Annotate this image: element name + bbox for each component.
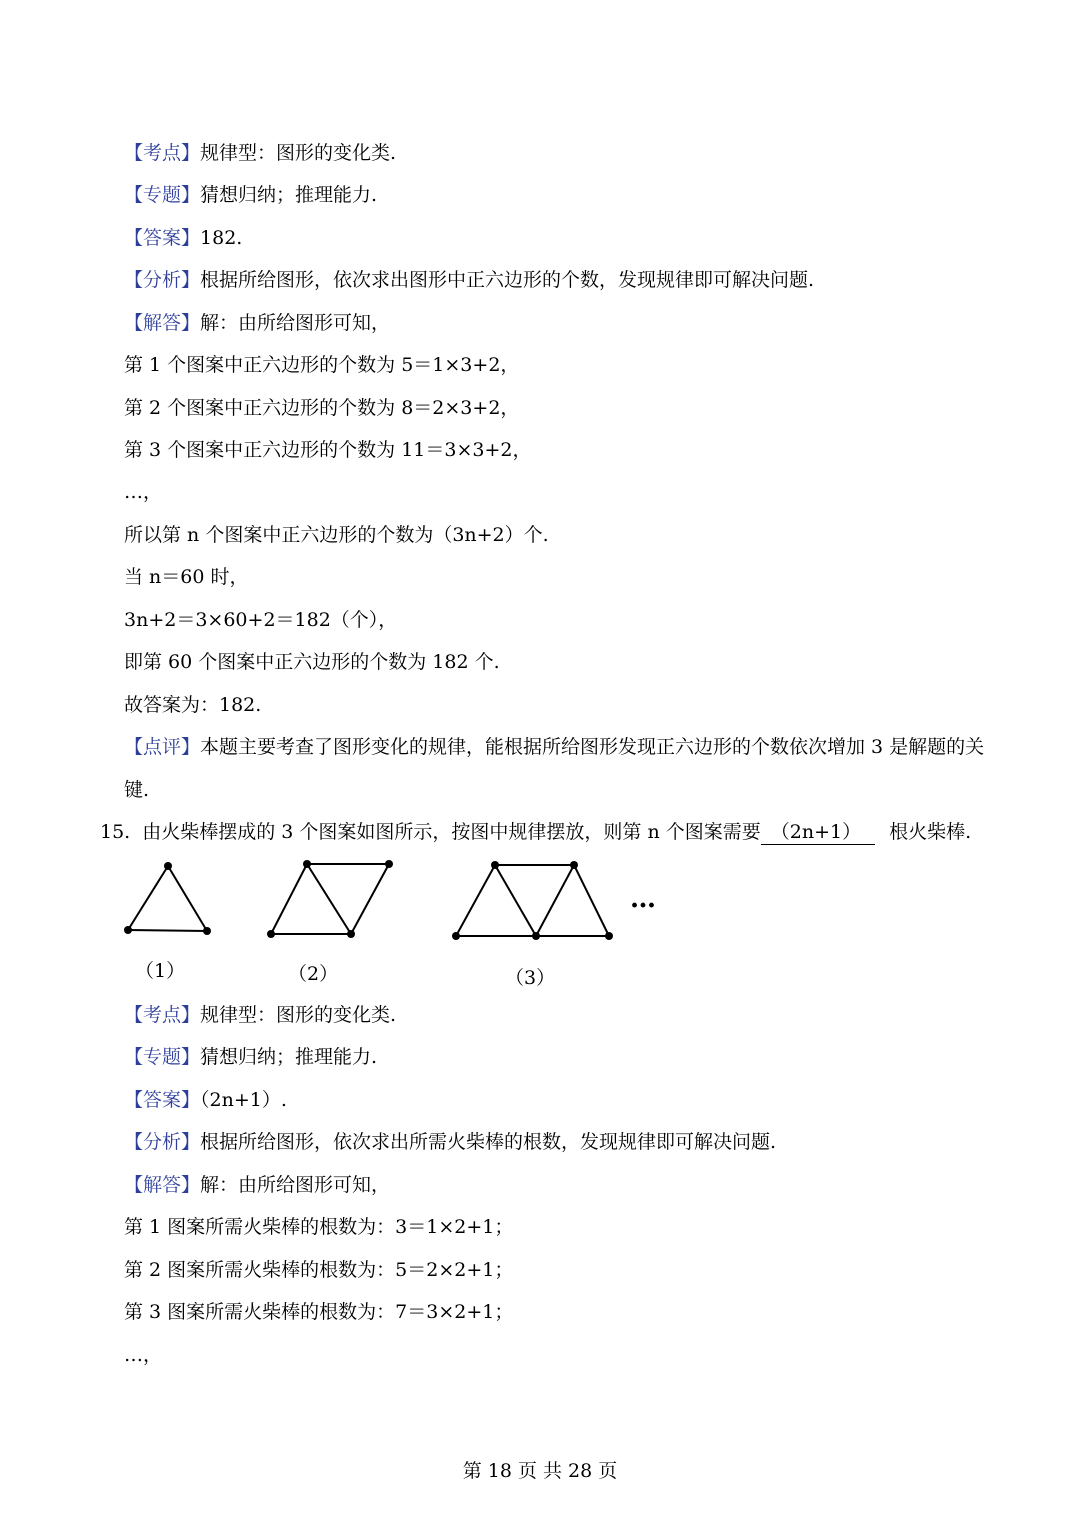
- vertex-dot: [203, 927, 211, 935]
- fenxi-tag: 【分析】: [124, 269, 201, 291]
- dianping-line: [124, 735, 984, 759]
- zhuanti-line-2: [124, 1045, 377, 1069]
- vertex-dot: [303, 860, 311, 868]
- figure-caption-3: （3）: [505, 967, 556, 989]
- solution-step: 第 1 个图案中正六边形的个数为 5＝1×3+2，: [124, 354, 520, 376]
- solution-step: …，: [124, 1344, 163, 1366]
- solution-step: 3n+2＝3×60+2＝182（个），: [124, 609, 398, 631]
- fenxi-line-1: [124, 268, 814, 292]
- zhuanti-text: 猜想归纳；推理能力.: [200, 184, 378, 206]
- figure-caption-2: （2）: [288, 963, 339, 985]
- dianping-continuation: 键.: [124, 779, 150, 801]
- daan-text: （2n+1）.: [200, 1089, 287, 1111]
- solution-step: …，: [124, 481, 163, 503]
- vertex-dot: [164, 862, 172, 870]
- solution-step: 第 2 图案所需火柴棒的根数为：5＝2×2+1；: [124, 1259, 514, 1281]
- daan-line-1: [124, 226, 242, 250]
- vertex-dot: [267, 930, 275, 938]
- kaodian-tag: 【考点】: [124, 1004, 201, 1026]
- jieda-text: 解：由所给图形可知，: [200, 1174, 391, 1196]
- question-number: 15.: [100, 821, 131, 843]
- kaodian-line-1: [124, 141, 396, 165]
- question-text: 由火柴棒摆成的 3 个图案如图所示，按图中规律摆放，则第 n 个图案需要: [142, 821, 761, 843]
- kaodian-text: 规律型：图形的变化类.: [200, 142, 397, 164]
- daan-tag: 【答案】: [124, 1089, 201, 1111]
- vertex-dot: [347, 930, 355, 938]
- vertex-dot: [605, 932, 613, 940]
- vertex-dot: [491, 861, 499, 869]
- solution-step: 即第 60 个图案中正六边形的个数为 182 个.: [124, 651, 500, 673]
- solution-step: 所以第 n 个图案中正六边形的个数为（3n+2）个.: [124, 524, 549, 546]
- jieda-line-1: [124, 311, 390, 335]
- answer-blank: （2n+1）: [761, 820, 875, 845]
- solution-step: 第 3 图案所需火柴棒的根数为：7＝3×2+1；: [124, 1301, 514, 1323]
- zhuanti-line-1: [124, 183, 377, 207]
- figure-2-parallelogram: [271, 864, 389, 934]
- fenxi-line-2: [124, 1130, 776, 1154]
- jieda-tag: 【解答】: [124, 312, 201, 334]
- dianping-tag: 【点评】: [124, 736, 201, 758]
- figure-1-triangle: [128, 866, 207, 931]
- dianping-text: 本题主要考查了图形变化的规律，能根据所给图形发现正六边形的个数依次增加 3 是解题的关: [200, 736, 985, 758]
- solution-step: 第 3 个图案中正六边形的个数为 11＝3×3+2，: [124, 439, 532, 461]
- jieda-line-2: [124, 1173, 390, 1197]
- zhuanti-tag: 【专题】: [124, 1046, 201, 1068]
- daan-tag: 【答案】: [124, 227, 201, 249]
- jieda-text: 解：由所给图形可知，: [200, 312, 391, 334]
- figure-caption-1: （1）: [135, 960, 186, 982]
- vertex-dot: [385, 860, 393, 868]
- jieda-tag: 【解答】: [124, 1174, 201, 1196]
- figure-3-trapezoid: [456, 865, 609, 936]
- kaodian-line-2: [124, 1003, 396, 1027]
- kaodian-tag: 【考点】: [124, 142, 201, 164]
- question-15: [100, 820, 971, 845]
- zhuanti-text: 猜想归纳；推理能力.: [200, 1046, 378, 1068]
- fenxi-text: 根据所给图形，依次求出图形中正六边形的个数，发现规律即可解决问题.: [200, 269, 815, 291]
- kaodian-text: 规律型：图形的变化类.: [200, 1004, 397, 1026]
- vertex-dot: [452, 932, 460, 940]
- solution-step: 第 2 个图案中正六边形的个数为 8＝2×3+2，: [124, 397, 520, 419]
- daan-line-2: [124, 1088, 287, 1112]
- fenxi-text: 根据所给图形，依次求出所需火柴棒的根数，发现规律即可解决问题.: [200, 1131, 777, 1153]
- page-footer: 第 18 页 共 28 页: [462, 1460, 618, 1482]
- zhuanti-tag: 【专题】: [124, 184, 201, 206]
- figures-ellipsis: …: [630, 884, 656, 914]
- vertex-dot: [570, 861, 578, 869]
- question-text-end: 根火柴棒.: [889, 821, 972, 843]
- vertex-dot: [124, 926, 132, 934]
- matchstick-figures: [0, 850, 1080, 1000]
- solution-step: 第 1 图案所需火柴棒的根数为：3＝1×2+1；: [124, 1216, 514, 1238]
- vertex-dot: [532, 932, 540, 940]
- daan-text: 182.: [200, 227, 243, 249]
- fenxi-tag: 【分析】: [124, 1131, 201, 1153]
- solution-step: 故答案为：182.: [124, 694, 262, 716]
- solution-step: 当 n＝60 时，: [124, 566, 249, 588]
